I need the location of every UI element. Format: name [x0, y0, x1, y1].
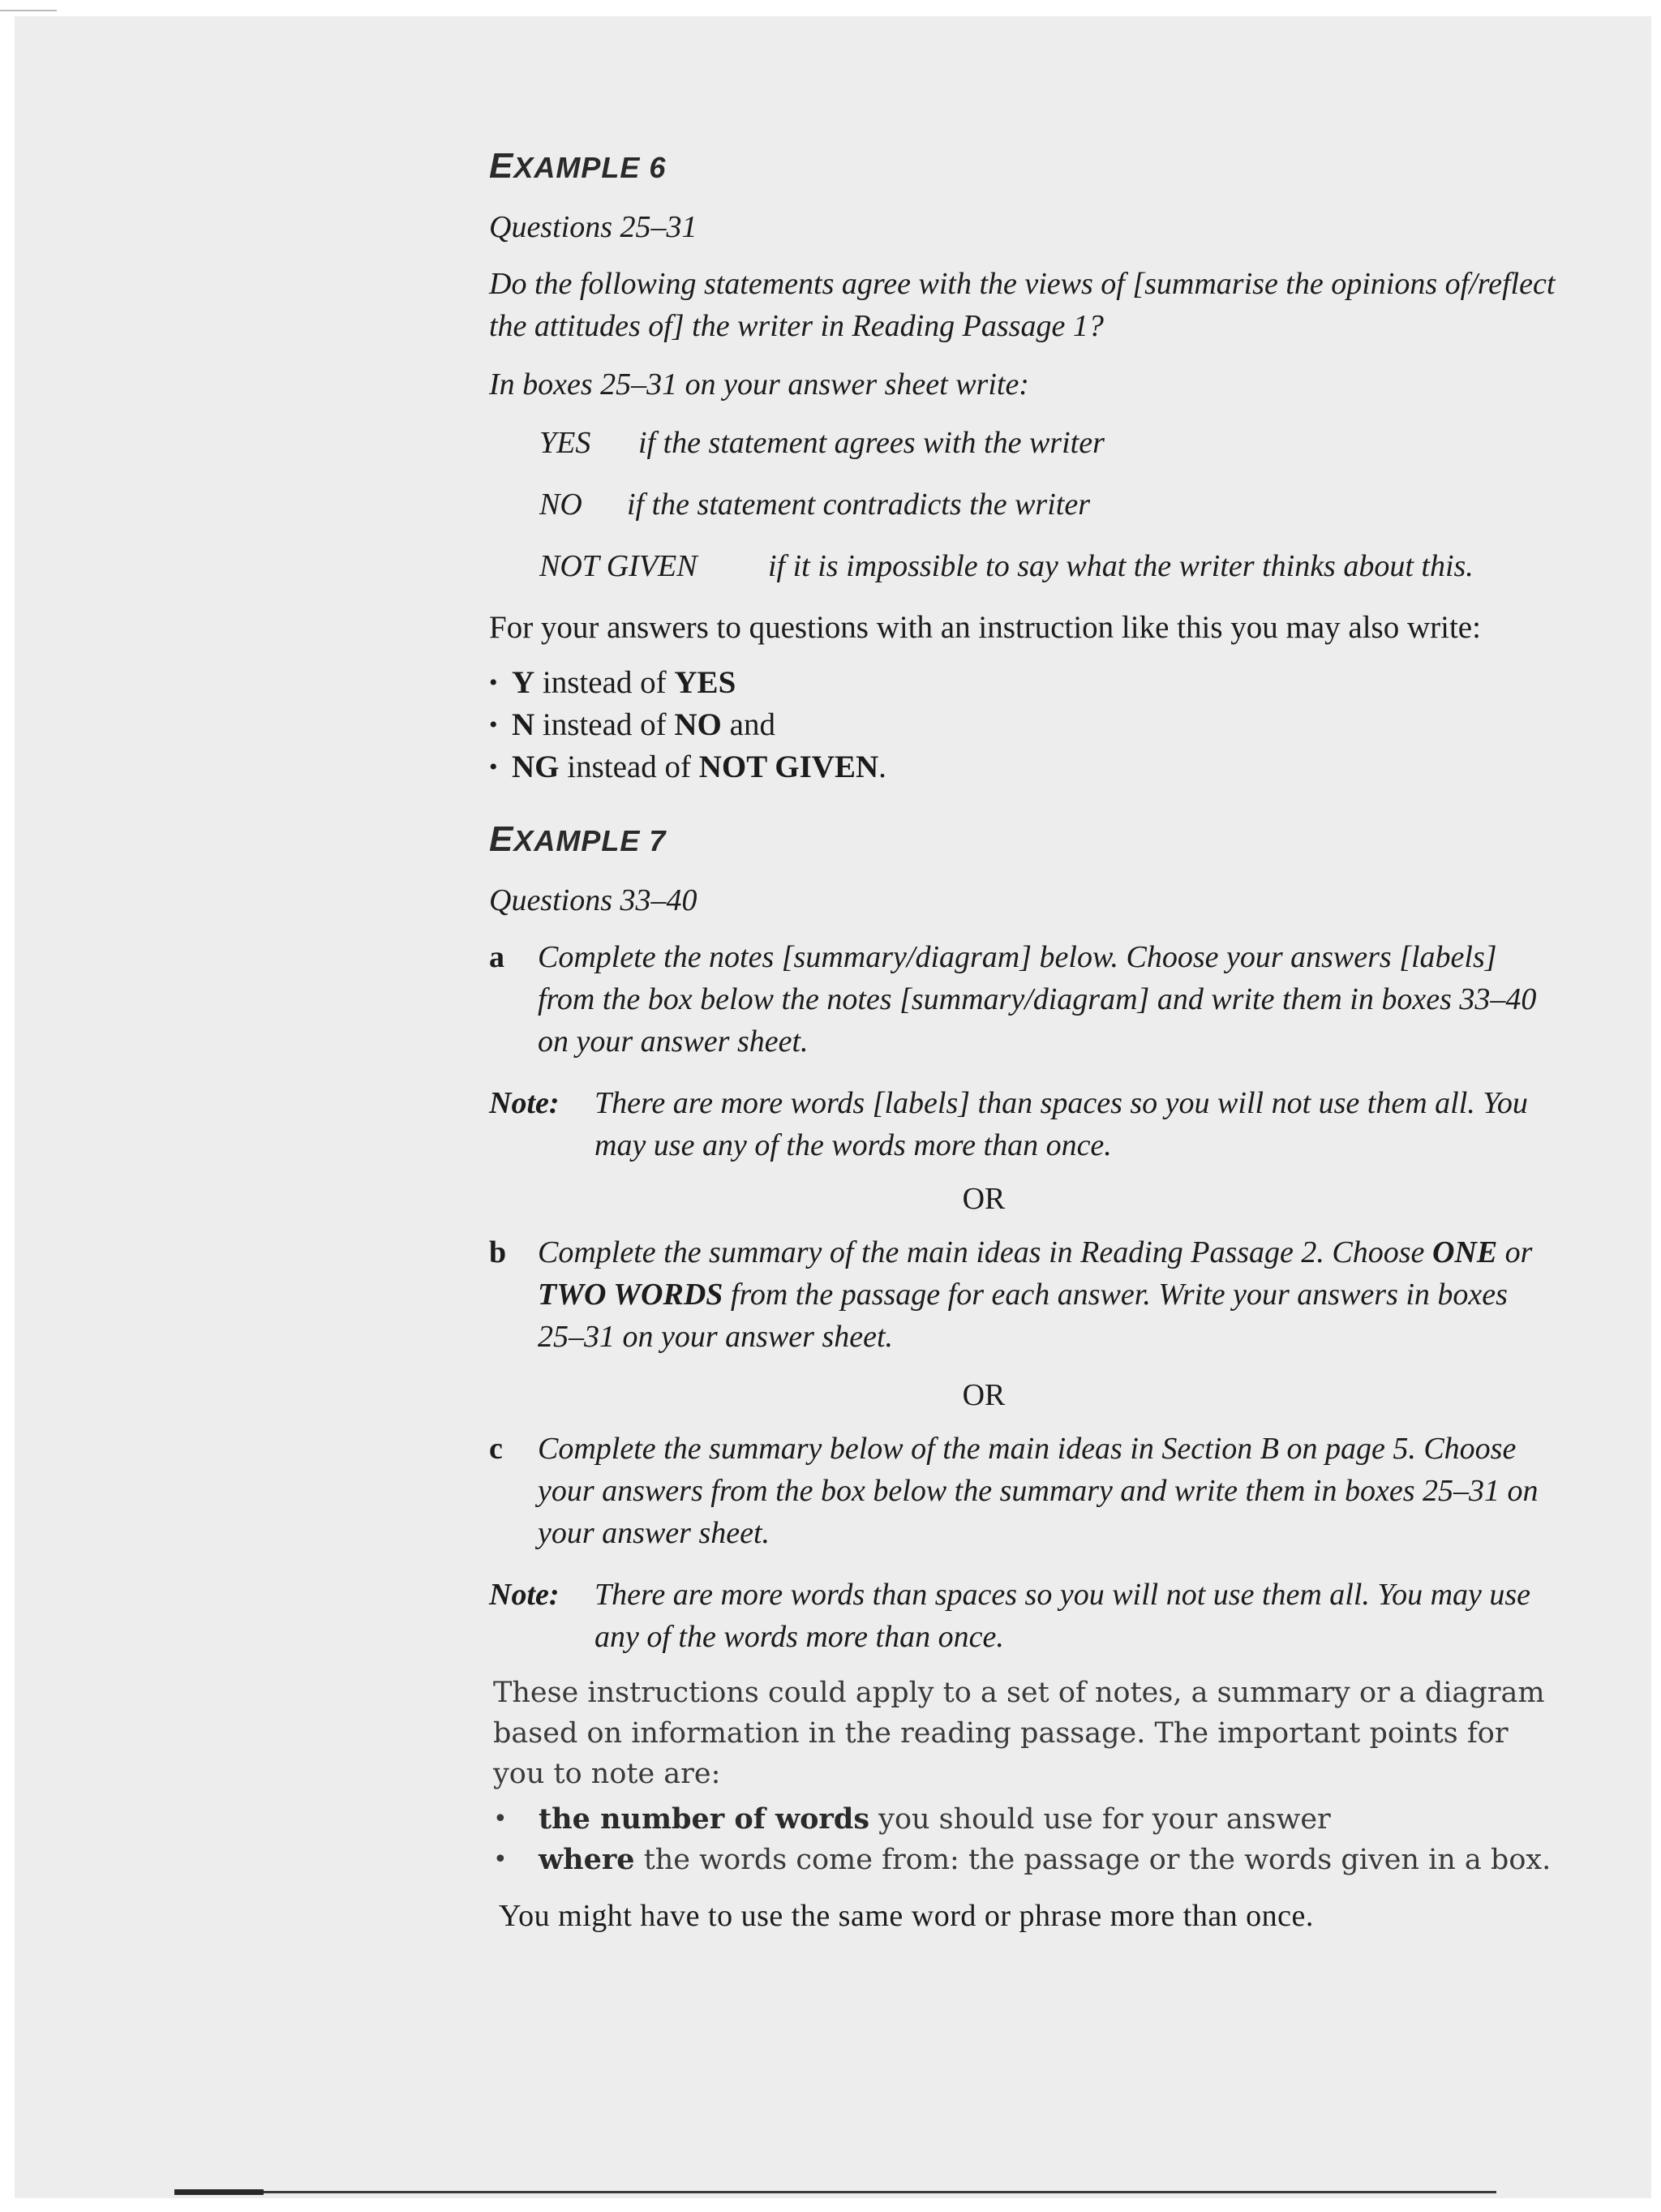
option-desc: if the statement agrees with the writer: [638, 426, 1105, 460]
or-divider: OR: [962, 1378, 1006, 1412]
option-key: NOT GIVEN: [539, 549, 697, 583]
option-yes: [489, 422, 1560, 464]
option-key: NO: [539, 487, 582, 522]
example-6-boxes-instruction: In boxes 25–31 on your answer sheet write:: [489, 367, 1029, 402]
item-letter: b: [489, 1235, 507, 1269]
option-desc: if the statement contradicts the writer: [627, 487, 1090, 522]
abbreviation-intro: For your answers to questions with an instruction like this you may also write:: [489, 610, 1481, 645]
item-letter: c: [489, 1432, 503, 1466]
option-key: YES: [539, 426, 591, 460]
bullet-icon: •: [493, 1805, 508, 1833]
option-not-given: [489, 545, 1560, 587]
item-a: [489, 936, 1560, 1063]
example-6-instruction: Do the following statements agree with the views of [summarise the opinions of/reflect the attitudes of] the writer in Reading Passage 1?: [489, 267, 1556, 343]
bullet-icon: •: [489, 711, 498, 738]
list-item: • NG instead of NOT GIVEN.: [489, 746, 1560, 788]
bullet-icon: •: [489, 669, 498, 696]
item-c: [489, 1428, 1560, 1554]
item-text: Complete the summary of the main ideas in Reading Passage 2. Choose ONE or TWO WORDS from the passage for each answer. Write your answers in boxes 25–31 on your answer sheet.: [538, 1235, 1533, 1354]
note-text: There are more words [labels] than spaces so you will not use them all. You may use any of the words more than once.: [594, 1086, 1528, 1162]
key-points-list: [493, 1799, 1560, 1880]
note-label: Note:: [489, 1578, 560, 1612]
item-text: Complete the summary below of the main ideas in Section B on page 5. Choose your answers from the box below the summary and write them in boxes 25–31 on your answer sheet.: [538, 1432, 1539, 1550]
example-7-heading: EXAMPLE 7: [489, 819, 667, 859]
example-6-heading: EXAMPLE 6: [489, 146, 667, 186]
or-divider: OR: [962, 1182, 1006, 1216]
list-item: • N instead of NO and: [489, 704, 1560, 746]
explanation-intro: These instructions could apply to a set of notes, a summary or a diagram based on information in the reading passage. The important points for you to note are:: [493, 1677, 1545, 1790]
bullet-icon: •: [493, 1845, 508, 1874]
list-item: • where the words come from: the passage or the words given in a box.: [493, 1840, 1560, 1880]
note-label: Note:: [489, 1086, 560, 1120]
option-desc: if it is impossible to say what the writer thinks about this.: [768, 549, 1474, 583]
item-letter: a: [489, 940, 504, 974]
list-item: • the number of words you should use for your answer: [493, 1799, 1560, 1840]
abbreviation-list: [489, 662, 1560, 788]
final-note: You might have to use the same word or phrase more than once.: [499, 1899, 1314, 1933]
item-b: [489, 1231, 1560, 1358]
item-text: Complete the notes [summary/diagram] below. Choose your answers [labels] from the box below the notes [summary/diagram] and write them in boxes 33–40 on your answer sheet.: [538, 940, 1537, 1059]
note-text: There are more words than spaces so you will not use them all. You may use any of the words more than once.: [594, 1578, 1531, 1654]
bullet-icon: •: [489, 754, 498, 780]
list-item: • Y instead of YES: [489, 662, 1560, 704]
footer-rule: [174, 2191, 1496, 2193]
example-6-questions: Questions 25–31: [489, 210, 697, 244]
note-2: [489, 1574, 1560, 1658]
footer-rule-accent: [174, 2189, 264, 2195]
edge-mark: [0, 10, 57, 11]
page-content: [489, 146, 1560, 1934]
option-no: [489, 483, 1560, 526]
note-1: [489, 1082, 1560, 1166]
example-7-questions: Questions 33–40: [489, 883, 697, 917]
